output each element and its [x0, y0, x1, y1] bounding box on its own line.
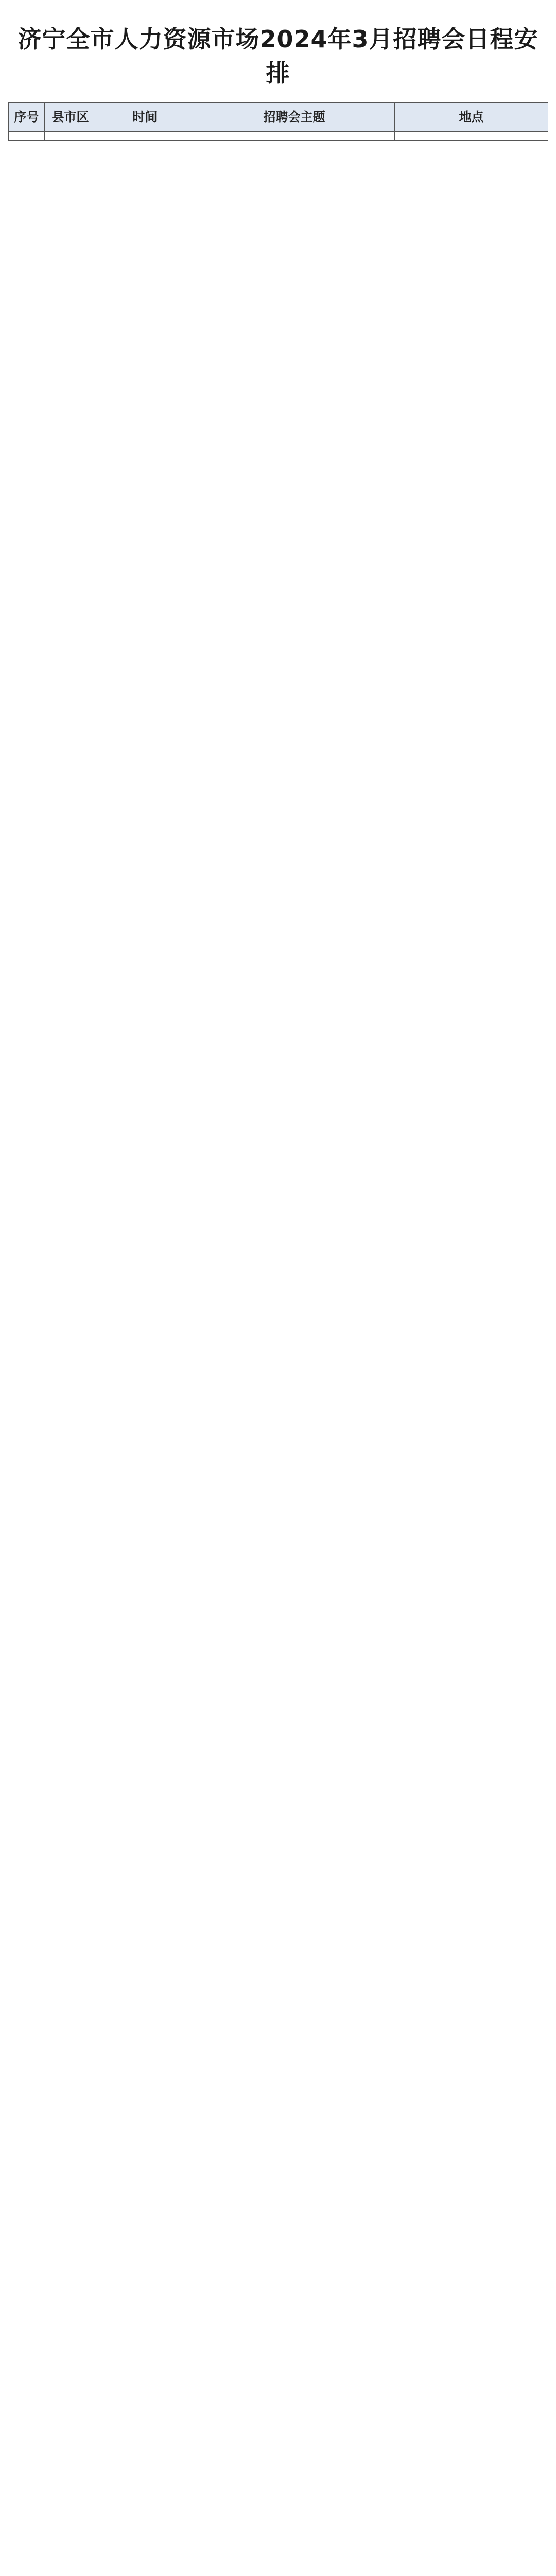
cell-time: [96, 132, 194, 141]
header-county: 县市区: [45, 103, 96, 132]
header-addr: 地点: [395, 103, 548, 132]
table-header-row: [9, 103, 548, 132]
table-body: [9, 132, 548, 141]
page: [0, 0, 556, 153]
cell-no: [9, 132, 45, 141]
header-name: 招聘会主题: [194, 103, 395, 132]
page-title: 济宁全市人力资源市场2024年3月招聘会日程安排: [18, 25, 538, 87]
cell-addr: [395, 132, 548, 141]
table-row: [9, 132, 548, 141]
header-no: 序号: [9, 103, 45, 132]
cell-name: [194, 132, 395, 141]
cell-county: [45, 132, 96, 141]
schedule-table: [8, 102, 548, 141]
header-time: 时间: [96, 103, 194, 132]
